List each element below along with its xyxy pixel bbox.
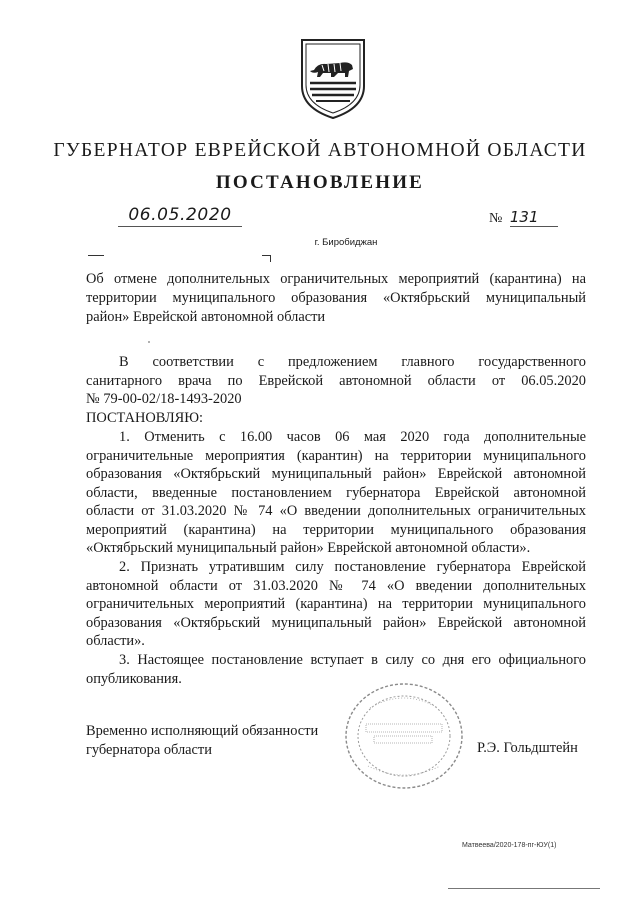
preamble-line: В соответствии с предложением главного государственного: [119, 354, 586, 370]
item-2: [86, 558, 586, 651]
preamble-line: санитарного врача по Еврейской автономной области от 06.05.2020: [86, 372, 586, 389]
subject-line: район» Еврейской автономной области: [86, 309, 326, 325]
corner-mark-left: [88, 255, 104, 262]
city-line: г. Биробиджан: [314, 237, 378, 248]
bottom-rule: [448, 888, 600, 889]
item-line: мероприятий (карантина) на территории муниципального образования: [86, 521, 586, 538]
signer-name: Р.Э. Гольдштейн: [477, 740, 578, 756]
item-line: автономной области от 31.03.2020 № 74 «О введении дополнительных: [86, 577, 586, 594]
position-line: губернатора области: [86, 741, 212, 758]
document-subject: [86, 270, 586, 327]
footer-reference: Матвеева/2020-178-пг-ЮУ(1): [462, 842, 557, 849]
item-line: 3. Настоящее постановление вступает в силу со дня его официального: [119, 652, 586, 668]
item-line: «Октябрьский муниципальный район» Еврейской автономной области».: [86, 540, 531, 556]
preamble: [86, 353, 586, 427]
document-date: 06.05.2020: [118, 205, 242, 227]
item-line: образования «Октябрьский муниципальный район» Еврейской автономной: [86, 614, 586, 631]
item-line: ограничительных мероприятий (карантина) на территории муниципального: [86, 596, 586, 612]
issuer-title: ГУБЕРНАТОР ЕВРЕЙСКОЙ АВТОНОМНОЙ ОБЛАСТИ: [53, 140, 587, 161]
scan-speck: [148, 341, 150, 343]
item-line: опубликования.: [86, 670, 182, 687]
preamble-line: № 79-00-02/18-1493-2020: [86, 391, 242, 407]
position-line: Временно исполняющий обязанности: [86, 723, 319, 739]
subject-line: территории муниципального образования «Октябрьский муниципальный: [86, 290, 586, 306]
item-1: [86, 428, 586, 558]
coat-of-arms-icon: [298, 36, 368, 122]
signatory-position: [86, 722, 318, 759]
official-stamp: [340, 678, 468, 796]
item-line: ограничительные мероприятия (карантин) на территории муниципального: [86, 447, 586, 464]
number-value: 131: [510, 209, 558, 227]
document-type-title: ПОСТАНОВЛЕНИЕ: [215, 172, 425, 193]
item-line: 1. Отменить с 16.00 часов 06 мая 2020 года дополнительные: [119, 429, 586, 445]
item-line: области».: [86, 633, 145, 649]
subject-line: Об отмене дополнительных ограничительных мероприятий (карантина) на: [86, 271, 586, 287]
item-line: 2. Признать утратившим силу постановление губернатора Еврейской: [119, 559, 586, 575]
item-line: образования «Октябрьский муниципальный район» Еврейской автономной: [86, 466, 586, 482]
item-line: области, введенные постановлением губернатора Еврейской автономной: [86, 484, 586, 501]
resolve-word: ПОСТАНОВЛЯЮ:: [86, 409, 204, 426]
number-sign: №: [489, 211, 503, 226]
corner-mark-right: [262, 255, 271, 262]
document-number: [489, 209, 558, 227]
item-line: области от 31.03.2020 № 74 «О введении дополнительных ограничительных: [86, 503, 586, 519]
item-3: [86, 651, 586, 688]
